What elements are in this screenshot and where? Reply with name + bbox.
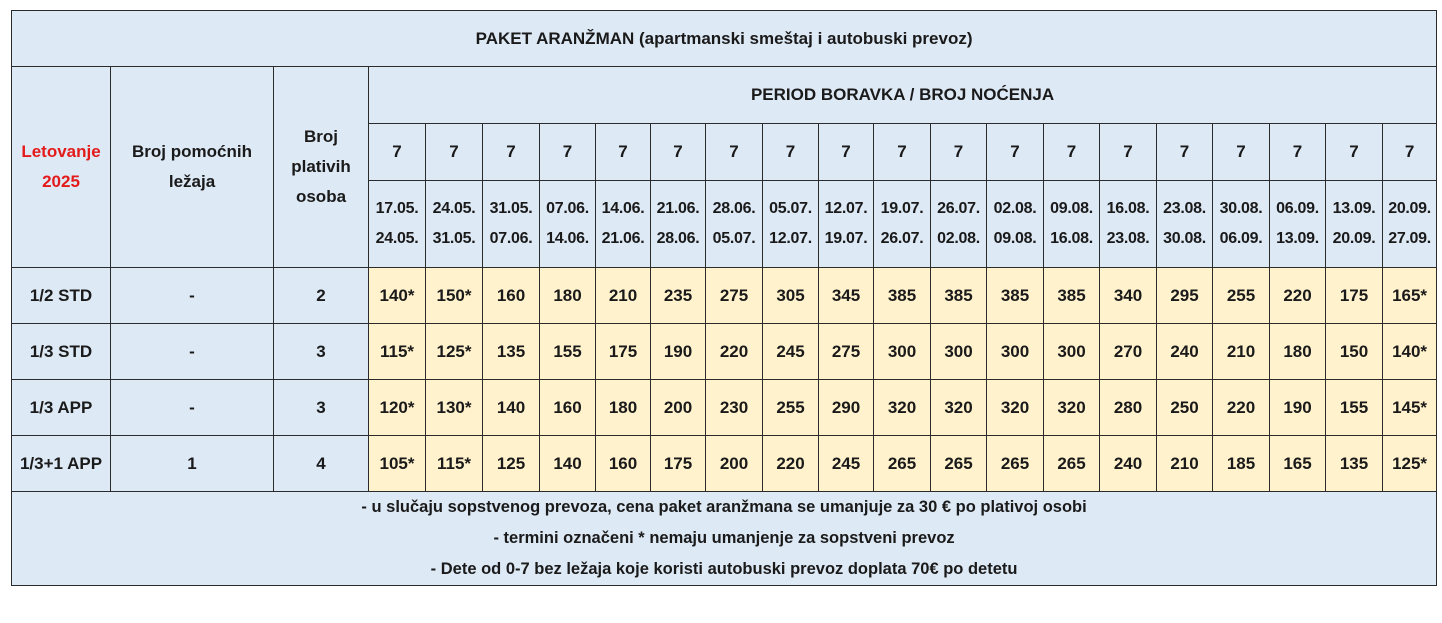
table-row: [12, 436, 1437, 492]
price-cell: 135: [483, 324, 540, 380]
price-cell: 210: [596, 268, 651, 324]
nights-cell: 7: [651, 124, 706, 181]
date-to: 06.09.: [1219, 230, 1263, 247]
date-to: 21.06.: [601, 230, 645, 247]
season-label-line1: Letovanje: [21, 142, 101, 161]
date-range-cell: [1383, 181, 1437, 268]
date-from: 05.07.: [769, 200, 812, 217]
price-cell: 345: [819, 268, 874, 324]
price-cell: 240: [1100, 436, 1157, 492]
price-cell: 160: [483, 268, 540, 324]
date-to: 24.05.: [375, 230, 419, 247]
price-cell: 220: [1213, 380, 1270, 436]
room-type-cell: 1/2 STD: [12, 268, 111, 324]
price-cell: 210: [1157, 436, 1213, 492]
price-cell: 180: [540, 268, 596, 324]
nights-cell: 7: [1044, 124, 1100, 181]
price-cell: 180: [1270, 324, 1326, 380]
date-to: 14.06.: [546, 230, 589, 247]
note-line: - u slučaju sopstvenog prevoza, cena paket aranžmana se umanjuje za 30 € po plativoj osobi: [361, 498, 1087, 516]
price-cell: 200: [706, 436, 763, 492]
nights-cell: 7: [426, 124, 483, 181]
nights-cell: 7: [931, 124, 987, 181]
price-cell: 385: [931, 268, 987, 324]
price-cell: 165: [1270, 436, 1326, 492]
price-cell: 140*: [1383, 324, 1437, 380]
title-row: [12, 11, 1437, 67]
date-to: 05.07.: [712, 230, 756, 247]
price-cell: 125: [483, 436, 540, 492]
nights-cell: 7: [540, 124, 596, 181]
date-from: 30.08.: [1219, 200, 1263, 217]
paying-persons-header: [274, 67, 369, 268]
date-to: 20.09.: [1332, 230, 1376, 247]
nights-cell: 7: [1100, 124, 1157, 181]
price-cell: 140: [540, 436, 596, 492]
nights-cell: 7: [874, 124, 931, 181]
period-header-row: [12, 67, 1437, 124]
date-from: 20.09.: [1388, 200, 1431, 217]
nights-cell: 7: [483, 124, 540, 181]
price-cell: 210: [1213, 324, 1270, 380]
date-to: 13.09.: [1276, 230, 1319, 247]
paying-persons-cell: 3: [274, 380, 369, 436]
price-cell: 175: [596, 324, 651, 380]
price-table-container: [11, 10, 1437, 586]
extra-beds-cell: 1: [111, 436, 274, 492]
price-cell: 340: [1100, 268, 1157, 324]
date-range-cell: [369, 181, 426, 268]
date-range-cell: [1044, 181, 1100, 268]
date-from: 16.08.: [1106, 200, 1150, 217]
price-cell: 190: [651, 324, 706, 380]
extra-beds-label-line2: ležaja: [168, 172, 216, 191]
price-cell: 320: [987, 380, 1044, 436]
date-to: 02.08.: [937, 230, 980, 247]
price-cell: 290: [819, 380, 874, 436]
date-to: 23.08.: [1106, 230, 1150, 247]
paying-persons-cell: 2: [274, 268, 369, 324]
price-cell: 385: [874, 268, 931, 324]
price-cell: 265: [1044, 436, 1100, 492]
price-cell: 320: [874, 380, 931, 436]
nights-cell: 7: [596, 124, 651, 181]
price-cell: 235: [651, 268, 706, 324]
price-cell: 120*: [369, 380, 426, 436]
date-to: 31.05.: [432, 230, 476, 247]
price-table: [11, 10, 1437, 586]
date-range-cell: [540, 181, 596, 268]
season-label-line2: 2025: [42, 172, 80, 191]
price-cell: 155: [1326, 380, 1383, 436]
price-cell: 300: [931, 324, 987, 380]
date-range-cell: [987, 181, 1044, 268]
date-range-cell: [596, 181, 651, 268]
date-range-cell: [819, 181, 874, 268]
season-header: [12, 67, 111, 268]
date-to: 30.08.: [1163, 230, 1206, 247]
price-cell: 320: [931, 380, 987, 436]
price-cell: 115*: [426, 436, 483, 492]
date-from: 02.08.: [993, 200, 1037, 217]
note-line: - Dete od 0-7 bez ležaja koje koristi autobuski prevoz doplata 70€ po detetu: [430, 560, 1018, 578]
price-cell: 255: [1213, 268, 1270, 324]
nights-cell: 7: [763, 124, 819, 181]
nights-cell: 7: [1157, 124, 1213, 181]
price-cell: 130*: [426, 380, 483, 436]
date-range-cell: [874, 181, 931, 268]
extra-beds-cell: -: [111, 268, 274, 324]
date-range-cell: [1326, 181, 1383, 268]
date-range-cell: [1100, 181, 1157, 268]
table-title: PAKET ARANŽMAN (apartmanski smeštaj i autobuski prevoz): [12, 11, 1437, 67]
price-cell: 160: [596, 436, 651, 492]
price-cell: 320: [1044, 380, 1100, 436]
price-cell: 295: [1157, 268, 1213, 324]
date-from: 19.07.: [880, 200, 924, 217]
date-range-cell: [1270, 181, 1326, 268]
date-from: 09.08.: [1050, 200, 1093, 217]
price-cell: 155: [540, 324, 596, 380]
date-from: 06.09.: [1276, 200, 1319, 217]
date-to: 26.07.: [880, 230, 924, 247]
price-cell: 265: [987, 436, 1044, 492]
date-to: 09.08.: [993, 230, 1037, 247]
date-range-cell: [706, 181, 763, 268]
extra-beds-header: [111, 67, 274, 268]
price-cell: 190: [1270, 380, 1326, 436]
extra-beds-label-line1: Broj pomoćnih: [132, 142, 252, 161]
price-cell: 275: [706, 268, 763, 324]
price-cell: 270: [1100, 324, 1157, 380]
price-cell: 280: [1100, 380, 1157, 436]
date-range-cell: [931, 181, 987, 268]
price-cell: 240: [1157, 324, 1213, 380]
price-cell: 135: [1326, 436, 1383, 492]
price-cell: 125*: [1383, 436, 1437, 492]
price-cell: 250: [1157, 380, 1213, 436]
price-cell: 245: [819, 436, 874, 492]
price-cell: 300: [1044, 324, 1100, 380]
date-from: 23.08.: [1163, 200, 1206, 217]
price-cell: 125*: [426, 324, 483, 380]
notes-row: [12, 492, 1437, 586]
nights-cell: 7: [706, 124, 763, 181]
paying-persons-cell: 4: [274, 436, 369, 492]
price-cell: 305: [763, 268, 819, 324]
price-cell: 140*: [369, 268, 426, 324]
date-from: 17.05.: [375, 200, 419, 217]
extra-beds-cell: -: [111, 380, 274, 436]
date-to: 28.06.: [656, 230, 700, 247]
date-from: 28.06.: [712, 200, 756, 217]
nights-cell: 7: [1326, 124, 1383, 181]
price-cell: 220: [706, 324, 763, 380]
nights-cell: 7: [1213, 124, 1270, 181]
price-cell: 300: [874, 324, 931, 380]
price-cell: 165*: [1383, 268, 1437, 324]
date-range-cell: [483, 181, 540, 268]
price-cell: 150*: [426, 268, 483, 324]
room-type-cell: 1/3+1 APP: [12, 436, 111, 492]
price-cell: 200: [651, 380, 706, 436]
price-cell: 245: [763, 324, 819, 380]
price-cell: 115*: [369, 324, 426, 380]
date-range-cell: [1157, 181, 1213, 268]
date-range-cell: [651, 181, 706, 268]
date-from: 12.07.: [824, 200, 868, 217]
price-cell: 180: [596, 380, 651, 436]
paying-label-line3: osoba: [295, 187, 347, 206]
date-from: 24.05.: [432, 200, 476, 217]
paying-label-line2: plativih: [291, 157, 351, 176]
date-from: 21.06.: [656, 200, 700, 217]
date-to: 16.08.: [1050, 230, 1093, 247]
nights-cell: 7: [1270, 124, 1326, 181]
table-row: [12, 380, 1437, 436]
date-from: 26.07.: [937, 200, 980, 217]
price-cell: 175: [651, 436, 706, 492]
nights-cell: 7: [819, 124, 874, 181]
price-cell: 220: [1270, 268, 1326, 324]
paying-label-line1: Broj: [304, 127, 338, 146]
price-cell: 385: [1044, 268, 1100, 324]
price-cell: 265: [931, 436, 987, 492]
price-cell: 265: [874, 436, 931, 492]
price-cell: 140: [483, 380, 540, 436]
nights-cell: 7: [1383, 124, 1437, 181]
price-cell: 150: [1326, 324, 1383, 380]
date-to: 12.07.: [769, 230, 812, 247]
date-to: 19.07.: [824, 230, 868, 247]
date-range-cell: [763, 181, 819, 268]
date-from: 07.06.: [546, 200, 589, 217]
date-range-cell: [1213, 181, 1270, 268]
price-cell: 385: [987, 268, 1044, 324]
table-row: [12, 324, 1437, 380]
date-from: 13.09.: [1332, 200, 1376, 217]
price-cell: 105*: [369, 436, 426, 492]
note-line: - termini označeni * nemaju umanjenje za sopstveni prevoz: [493, 529, 955, 547]
price-cell: 160: [540, 380, 596, 436]
notes-cell: [12, 492, 1437, 586]
price-cell: 145*: [1383, 380, 1437, 436]
date-to: 27.09.: [1388, 230, 1431, 247]
price-cell: 220: [763, 436, 819, 492]
extra-beds-cell: -: [111, 324, 274, 380]
price-cell: 185: [1213, 436, 1270, 492]
paying-persons-cell: 3: [274, 324, 369, 380]
date-from: 31.05.: [489, 200, 533, 217]
room-type-cell: 1/3 APP: [12, 380, 111, 436]
nights-cell: 7: [987, 124, 1044, 181]
date-from: 14.06.: [601, 200, 645, 217]
price-cell: 255: [763, 380, 819, 436]
room-type-cell: 1/3 STD: [12, 324, 111, 380]
price-cell: 300: [987, 324, 1044, 380]
price-cell: 175: [1326, 268, 1383, 324]
price-cell: 230: [706, 380, 763, 436]
period-header: PERIOD BORAVKA / BROJ NOĆENJA: [369, 67, 1437, 124]
nights-cell: 7: [369, 124, 426, 181]
price-cell: 275: [819, 324, 874, 380]
date-range-cell: [426, 181, 483, 268]
table-row: [12, 268, 1437, 324]
date-to: 07.06.: [489, 230, 533, 247]
